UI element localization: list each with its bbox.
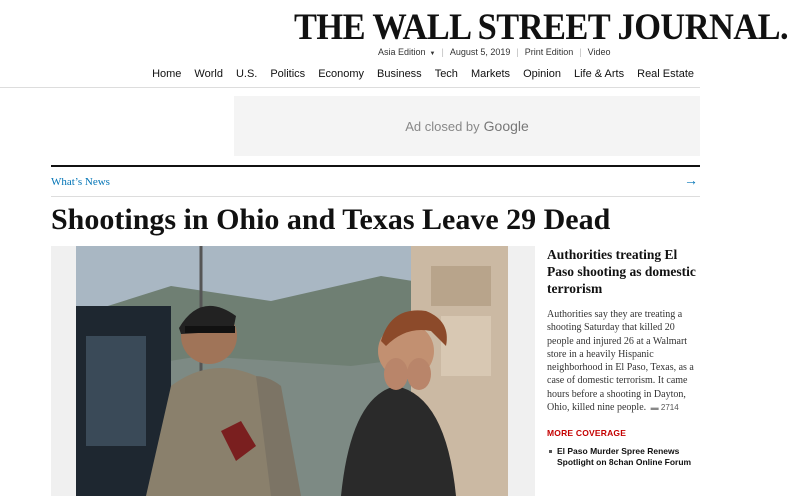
lead-photo-illustration <box>51 246 535 496</box>
divider: | <box>579 47 582 57</box>
nav-item-life-arts[interactable]: Life & Arts <box>573 68 625 80</box>
google-label: Google <box>483 118 529 134</box>
date-label: August 5, 2019 <box>449 47 511 57</box>
section-subdivider <box>51 196 700 197</box>
nav-divider <box>0 87 700 88</box>
nav-item-economy[interactable]: Economy <box>318 68 365 80</box>
ad-placeholder <box>234 96 700 156</box>
caret-down-icon: ▼ <box>429 51 436 57</box>
masthead-logo[interactable]: THE WALL STREET JOURNAL. <box>294 7 788 48</box>
ad-closed-text: Ad closed by <box>405 118 480 134</box>
nav-item-politics[interactable]: Politics <box>270 68 306 80</box>
lead-headline[interactable]: Shootings in Ohio and Texas Leave 29 Dead <box>51 203 611 236</box>
section-label-whats-news[interactable]: What’s News <box>51 176 110 188</box>
divider: | <box>516 47 519 57</box>
edition-selector[interactable]: Asia Edition ▼ <box>378 47 436 57</box>
nav-item-markets[interactable]: Markets <box>470 68 511 80</box>
comment-count-value: 2714 <box>660 403 679 413</box>
side-summary-text: Authorities say they are treating a shooting Saturday that killed 20 people and injured 26 at a Walmart store in a heavily Hispanic neighborhood in El Paso, Texas, as a case of domestic terrorism. It came hours before a shooting in Dayton, Ohio, killed nine people. <box>547 309 694 414</box>
coverage-link[interactable]: El Paso Murder Spree Renews Spotlight on 8chan Online Forum <box>547 446 697 468</box>
lead-photo[interactable] <box>51 246 535 496</box>
nav-item-tech[interactable]: Tech <box>434 68 458 80</box>
side-headline[interactable]: Authorities treating El Paso shooting as domestic terrorism <box>547 247 696 296</box>
nav-item-us[interactable]: U.S. <box>235 68 258 80</box>
divider: | <box>441 47 444 57</box>
print-edition-link[interactable]: Print Edition <box>524 47 574 57</box>
side-summary <box>547 308 697 414</box>
side-story <box>547 246 697 468</box>
main-nav <box>139 68 694 80</box>
nav-item-opinion[interactable]: Opinion <box>523 68 561 80</box>
nav-item-real-estate[interactable]: Real Estate <box>637 68 694 80</box>
nav-item-business[interactable]: Business <box>377 68 422 80</box>
comment-count[interactable] <box>651 403 679 412</box>
video-link[interactable]: Video <box>587 47 611 57</box>
comment-bubble-icon: ▬ <box>650 403 659 413</box>
arrow-right-icon[interactable]: → <box>684 172 698 188</box>
nav-item-home[interactable]: Home <box>152 68 182 80</box>
edition-bar <box>378 47 610 57</box>
more-coverage-label: MORE COVERAGE <box>547 428 627 439</box>
nav-item-world[interactable]: World <box>194 68 223 80</box>
section-divider <box>51 165 700 167</box>
